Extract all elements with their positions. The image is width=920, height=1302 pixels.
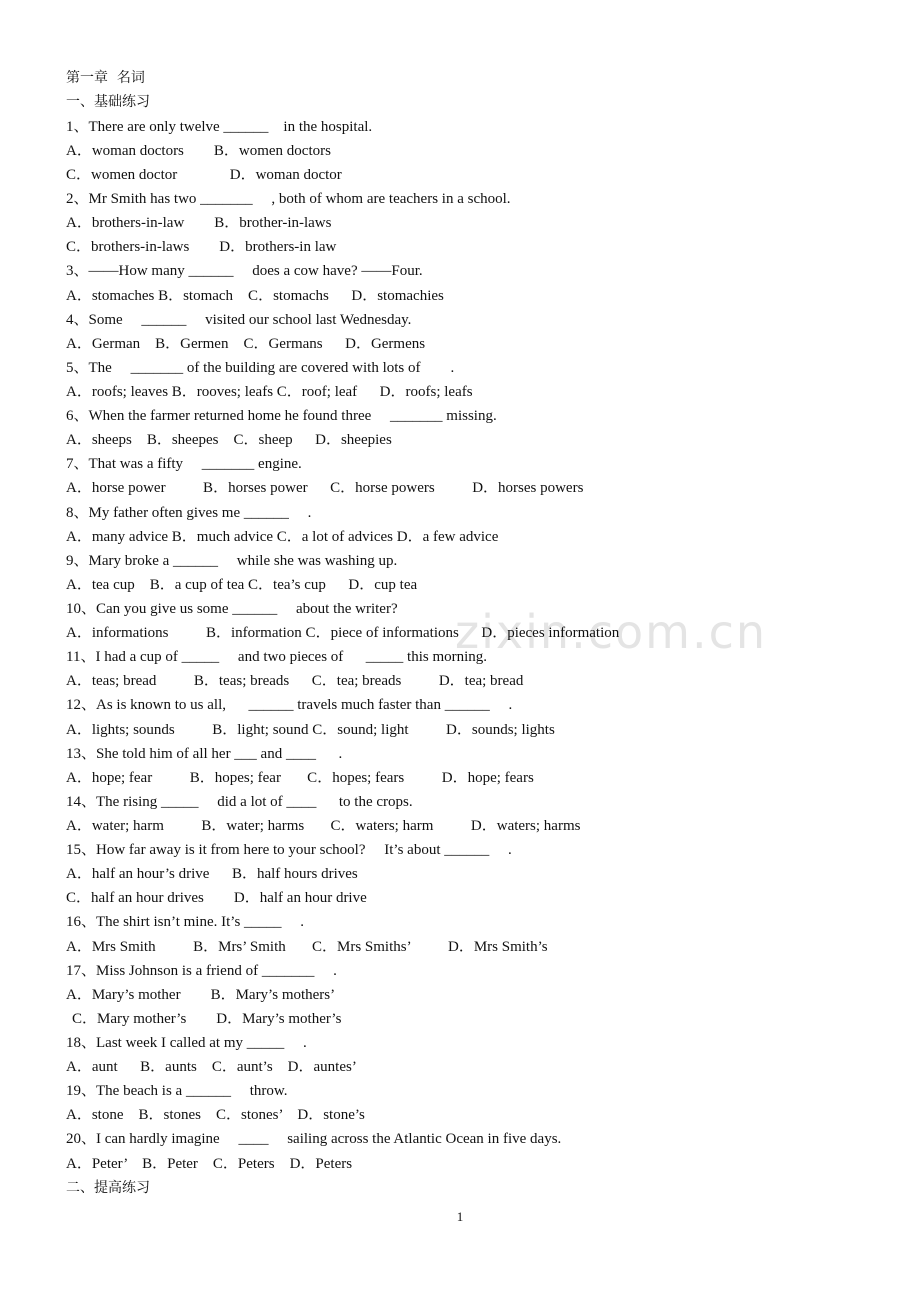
options-18: A．aunt B．aunts C．aunt’s D．auntes’ — [66, 1059, 357, 1075]
question-20: 20、I can hardly imagine ____ sailing across the Atlantic Ocean in five days. — [66, 1131, 562, 1147]
options-17: C．Mary mother’s D．Mary’s mother’s — [72, 1011, 342, 1027]
options-12: A．lights; sounds B．light; sound C．sound; light D．sounds; lights — [66, 722, 555, 738]
question-16: 16、The shirt isn’t mine. It’s _____ . — [66, 914, 305, 930]
options-6: A．sheeps B．sheepes C．sheep D．sheepies — [66, 432, 392, 448]
section-title-advanced: 二、提高练习 — [66, 1180, 150, 1196]
options-15: A．half an hour’s drive B．half hours drives — [66, 866, 358, 882]
question-14: 14、The rising _____ did a lot of ____ to the crops. — [66, 794, 413, 810]
question-9: 9、Mary broke a ______ while she was washing up. — [66, 553, 398, 569]
options-10: A．informations B．information C．piece of informations D．pieces information — [66, 625, 620, 641]
options-15: C．half an hour drives D．half an hour drive — [66, 890, 367, 906]
options-11: A．teas; bread B．teas; breads C．tea; breads D．tea; bread — [66, 673, 524, 689]
options-13: A．hope; fear B．hopes; fear C．hopes; fears D．hope; fears — [66, 770, 534, 786]
options-2: A．brothers-in-law B．brother-in-laws — [66, 215, 332, 231]
question-2: 2、Mr Smith has two _______ , both of whom are teachers in a school. — [66, 191, 511, 207]
options-16: A．Mrs Smith B．Mrs’ Smith C．Mrs Smiths’ D．Mrs Smith’s — [66, 939, 548, 955]
question-3: 3、——How many ______ does a cow have? ——Four. — [66, 263, 423, 279]
question-8: 8、My father often gives me ______ . — [66, 505, 312, 521]
section-title-basic: 一、基础练习 — [66, 94, 150, 110]
options-3: A．stomaches B．stomach C．stomachs D．stomachies — [66, 288, 444, 304]
options-9: A．tea cup B．a cup of tea C．tea’s cup D．cup tea — [66, 577, 418, 593]
question-1: 1、There are only twelve ______ in the hospital. — [66, 119, 373, 135]
options-7: A．horse power B．horses power C．horse powers D．horses powers — [66, 480, 584, 496]
options-5: A．roofs; leaves B．rooves; leafs C．roof; leaf D．roofs; leafs — [66, 384, 473, 400]
question-17: 17、Miss Johnson is a friend of _______ . — [66, 963, 337, 979]
options-2: C．brothers-in-laws D．brothers-in law — [66, 239, 337, 255]
question-12: 12、As is known to us all, ______ travels much faster than ______ . — [66, 697, 513, 713]
options-1: C．women doctor D．woman doctor — [66, 167, 342, 183]
watermark: zixin.com.cn — [455, 605, 768, 659]
options-17: A．Mary’s mother B．Mary’s mothers’ — [66, 987, 336, 1003]
options-20: A．Peter’ B．Peter C．Peters D．Peters — [66, 1156, 353, 1172]
question-13: 13、She told him of all her ___ and ____ . — [66, 746, 343, 762]
question-7: 7、That was a fifty _______ engine. — [66, 456, 302, 472]
page-number: 1 — [456, 1209, 464, 1224]
options-1: A．woman doctors B．women doctors — [66, 143, 331, 159]
question-19: 19、The beach is a ______ throw. — [66, 1083, 288, 1099]
options-8: A．many advice B．much advice C．a lot of advices D．a few advice — [66, 529, 499, 545]
question-4: 4、Some ______ visited our school last Wednesday. — [66, 312, 412, 328]
options-19: A．stone B．stones C．stones’ D．stone’s — [66, 1107, 365, 1123]
question-5: 5、The _______ of the building are covered with lots of . — [66, 360, 455, 376]
options-14: A．water; harm B．water; harms C．waters; harm D．waters; harms — [66, 818, 581, 834]
question-11: 11、I had a cup of _____ and two pieces of _____ this morning. — [66, 649, 488, 665]
question-6: 6、When the farmer returned home he found three _______ missing. — [66, 408, 497, 424]
chapter-title: 第一章 名词 — [66, 70, 145, 86]
question-18: 18、Last week I called at my _____ . — [66, 1035, 307, 1051]
question-15: 15、How far away is it from here to your school? It’s about ______ . — [66, 842, 512, 858]
options-4: A．German B．Germen C．Germans D．Germens — [66, 336, 426, 352]
question-10: 10、Can you give us some ______ about the writer? — [66, 601, 398, 617]
